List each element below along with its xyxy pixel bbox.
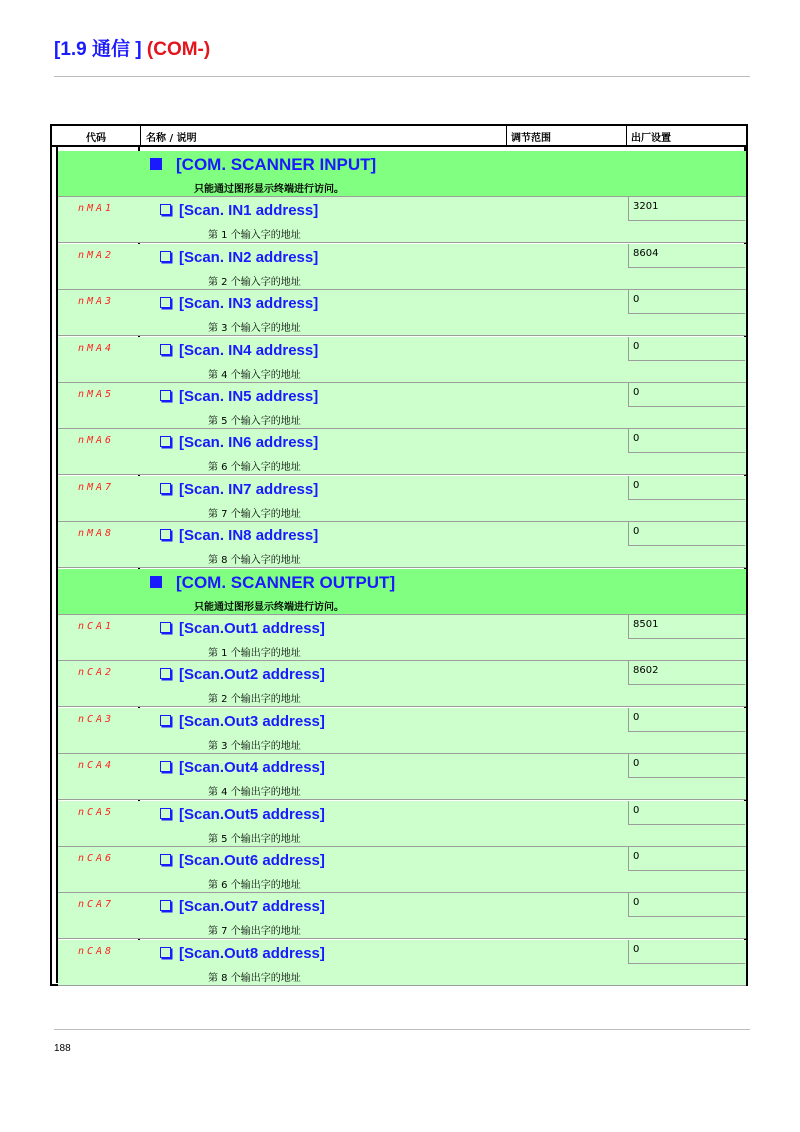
parameter-description: 第 5 个输出字的地址: [208, 833, 301, 845]
factory-setting-cell: [628, 522, 745, 546]
parameter-description: 第 7 个输出字的地址: [208, 926, 301, 938]
parameter-name-text: [Scan.Out2 address]: [179, 666, 325, 684]
parameter-name: [160, 527, 318, 544]
parameter-code: nMA4: [78, 342, 115, 354]
checkbox-icon: [160, 483, 171, 494]
parameter-code: nMA7: [78, 481, 115, 493]
parameter-name-text: [Scan. IN4 address]: [179, 341, 319, 359]
page-title: [54, 34, 210, 61]
checkbox-icon: [160, 715, 171, 726]
group-title: [150, 573, 395, 593]
parameter-name-text: [Scan. IN1 address]: [179, 202, 319, 220]
parameter-code: nCA5: [78, 806, 115, 818]
group-header-row: [58, 151, 746, 197]
table-row: [58, 383, 746, 429]
parameter-code: nCA8: [78, 945, 115, 957]
table-row: [58, 801, 746, 847]
parameter-name: [160, 666, 325, 683]
table-row: [58, 476, 746, 522]
parameter-name-text: [Scan.Out1 address]: [179, 620, 325, 637]
checkbox-icon: [160, 204, 171, 215]
table-row: [58, 429, 746, 475]
factory-setting-value: 0: [633, 526, 640, 538]
checkbox-icon: [160, 947, 171, 958]
page-number: 188: [54, 1043, 71, 1054]
parameter-description: 第 8 个输出字的地址: [208, 972, 301, 984]
checkbox-icon: [160, 854, 171, 865]
group-title-text: [COM. SCANNER OUTPUT]: [176, 572, 396, 592]
parameter-name-text: [Scan. IN5 address]: [179, 388, 319, 405]
factory-setting-value: 0: [633, 804, 640, 816]
parameter-code: nCA4: [78, 760, 115, 772]
table-row: [58, 615, 746, 661]
factory-setting-cell: [628, 940, 745, 964]
factory-setting-cell: [628, 197, 745, 221]
factory-setting-value: 0: [633, 897, 640, 909]
parameter-code: nMA2: [78, 249, 115, 261]
parameter-name-text: [Scan. IN2 address]: [179, 248, 319, 266]
table-row: [58, 290, 746, 336]
factory-setting-value: 0: [633, 851, 640, 862]
parameter-name: [160, 620, 325, 637]
factory-setting-cell: [628, 337, 745, 361]
parameter-name-text: [Scan. IN3 address]: [179, 295, 319, 313]
bottom-divider: [54, 1029, 750, 1030]
checkbox-icon: [160, 900, 171, 911]
factory-setting-cell: [628, 754, 745, 778]
factory-setting-value: 0: [633, 387, 640, 398]
parameter-description: 第 7 个输入字的地址: [208, 508, 301, 520]
table-header: [52, 126, 746, 147]
factory-setting-cell: [628, 429, 745, 453]
filled-square-icon: [150, 576, 162, 588]
factory-setting-value: 0: [633, 479, 640, 491]
parameter-description: 第 2 个输入字的地址: [208, 276, 301, 288]
parameter-description: 第 1 个输出字的地址: [208, 648, 301, 659]
factory-setting-value: 8604: [633, 247, 659, 259]
parameter-code: nMA5: [78, 389, 115, 400]
group-note: 只能通过图形显示终端进行访问。: [194, 184, 344, 195]
parameter-name: [160, 481, 318, 498]
table-row: [58, 197, 746, 243]
factory-setting-cell: [628, 661, 745, 685]
parameter-table: [50, 124, 748, 986]
parameter-name: [160, 342, 318, 359]
table-row: [58, 522, 746, 568]
parameter-name-text: [Scan. IN8 address]: [179, 527, 319, 545]
parameter-description: 第 6 个输出字的地址: [208, 880, 301, 891]
factory-setting-value: 8501: [633, 619, 659, 630]
title-main: [1.9 通信 ]: [54, 39, 142, 60]
factory-setting-cell: [628, 290, 745, 314]
parameter-name: [160, 898, 325, 915]
factory-setting-cell: [628, 847, 745, 871]
parameter-name: [160, 945, 325, 962]
checkbox-icon: [160, 251, 171, 262]
parameter-code: nCA3: [78, 713, 115, 725]
table-row: [58, 337, 746, 383]
checkbox-icon: [160, 297, 171, 308]
checkbox-icon: [160, 529, 171, 540]
group-header-row: [58, 569, 746, 615]
checkbox-icon: [160, 761, 171, 772]
table-row: [58, 708, 746, 754]
parameter-code: nMA1: [78, 203, 115, 215]
parameter-code: nMA8: [78, 528, 115, 540]
table-row: [58, 244, 746, 290]
parameter-name: [160, 434, 318, 451]
parameter-name: [160, 202, 318, 219]
parameter-description: 第 4 个输出字的地址: [208, 787, 301, 799]
table-row: [58, 893, 746, 939]
checkbox-icon: [160, 436, 171, 447]
parameter-name-text: [Scan.Out5 address]: [179, 805, 325, 823]
factory-setting-cell: [628, 801, 745, 825]
title-code: (COM-): [146, 39, 211, 60]
checkbox-icon: [160, 622, 171, 633]
factory-setting-cell: [628, 244, 745, 268]
parameter-name: [160, 759, 325, 776]
parameter-code: nMA6: [78, 435, 115, 447]
factory-setting-cell: [628, 476, 745, 500]
checkbox-icon: [160, 668, 171, 679]
parameter-name: [160, 713, 325, 730]
parameter-description: 第 3 个输入字的地址: [208, 323, 301, 335]
factory-setting-value: 0: [633, 294, 640, 306]
checkbox-icon: [160, 808, 171, 819]
parameter-name-text: [Scan.Out4 address]: [179, 759, 325, 777]
table-row: [58, 940, 746, 986]
group-note: 只能通过图形显示终端进行访问。: [194, 601, 344, 613]
parameter-name-text: [Scan. IN7 address]: [179, 480, 319, 498]
factory-setting-value: 0: [633, 340, 640, 352]
factory-setting-value: 8602: [633, 665, 659, 677]
factory-setting-value: 0: [633, 758, 640, 770]
header-factory: 出厂设置: [631, 133, 671, 144]
parameter-name-text: [Scan.Out6 address]: [179, 852, 325, 869]
parameter-description: 第 1 个输入字的地址: [208, 230, 301, 242]
factory-setting-value: 0: [633, 943, 640, 955]
parameter-name: [160, 295, 318, 312]
factory-setting-cell: [628, 708, 745, 732]
factory-setting-cell: [628, 615, 745, 639]
parameter-name: [160, 806, 325, 823]
group-title-text: [COM. SCANNER INPUT]: [176, 155, 377, 174]
parameter-code: nCA7: [78, 899, 115, 911]
top-divider: [54, 76, 750, 77]
parameter-description: 第 6 个输入字的地址: [208, 462, 301, 474]
factory-setting-value: 0: [633, 433, 640, 445]
header-code: 代码: [86, 133, 106, 144]
header-name: 名称 / 说明: [146, 133, 197, 144]
parameter-description: 第 2 个输出字的地址: [208, 694, 301, 706]
parameter-name: [160, 852, 325, 869]
parameter-name-text: [Scan.Out7 address]: [179, 898, 325, 916]
parameter-description: 第 5 个输入字的地址: [208, 416, 301, 427]
parameter-code: nCA2: [78, 667, 115, 679]
parameter-name-text: [Scan.Out8 address]: [179, 944, 325, 962]
group-title: [150, 155, 376, 175]
parameter-name: [160, 388, 318, 405]
filled-square-icon: [150, 158, 162, 170]
factory-setting-value: 0: [633, 711, 640, 723]
checkbox-icon: [160, 344, 171, 355]
checkbox-icon: [160, 390, 171, 401]
factory-setting-cell: [628, 893, 745, 917]
table-row: [58, 754, 746, 800]
parameter-description: 第 3 个输出字的地址: [208, 740, 301, 752]
header-range: 调节范围: [511, 133, 551, 144]
parameter-description: 第 4 个输入字的地址: [208, 369, 301, 381]
factory-setting-cell: [628, 383, 745, 407]
parameter-code: nCA6: [78, 853, 115, 864]
table-row: [58, 661, 746, 707]
parameter-name: [160, 249, 318, 266]
parameter-name-text: [Scan.Out3 address]: [179, 712, 325, 730]
table-row: [58, 847, 746, 893]
factory-setting-value: 3201: [633, 201, 659, 213]
parameter-code: nMA3: [78, 296, 115, 308]
parameter-description: 第 8 个输入字的地址: [208, 555, 301, 567]
parameter-name-text: [Scan. IN6 address]: [179, 434, 319, 452]
parameter-code: nCA1: [78, 621, 115, 632]
